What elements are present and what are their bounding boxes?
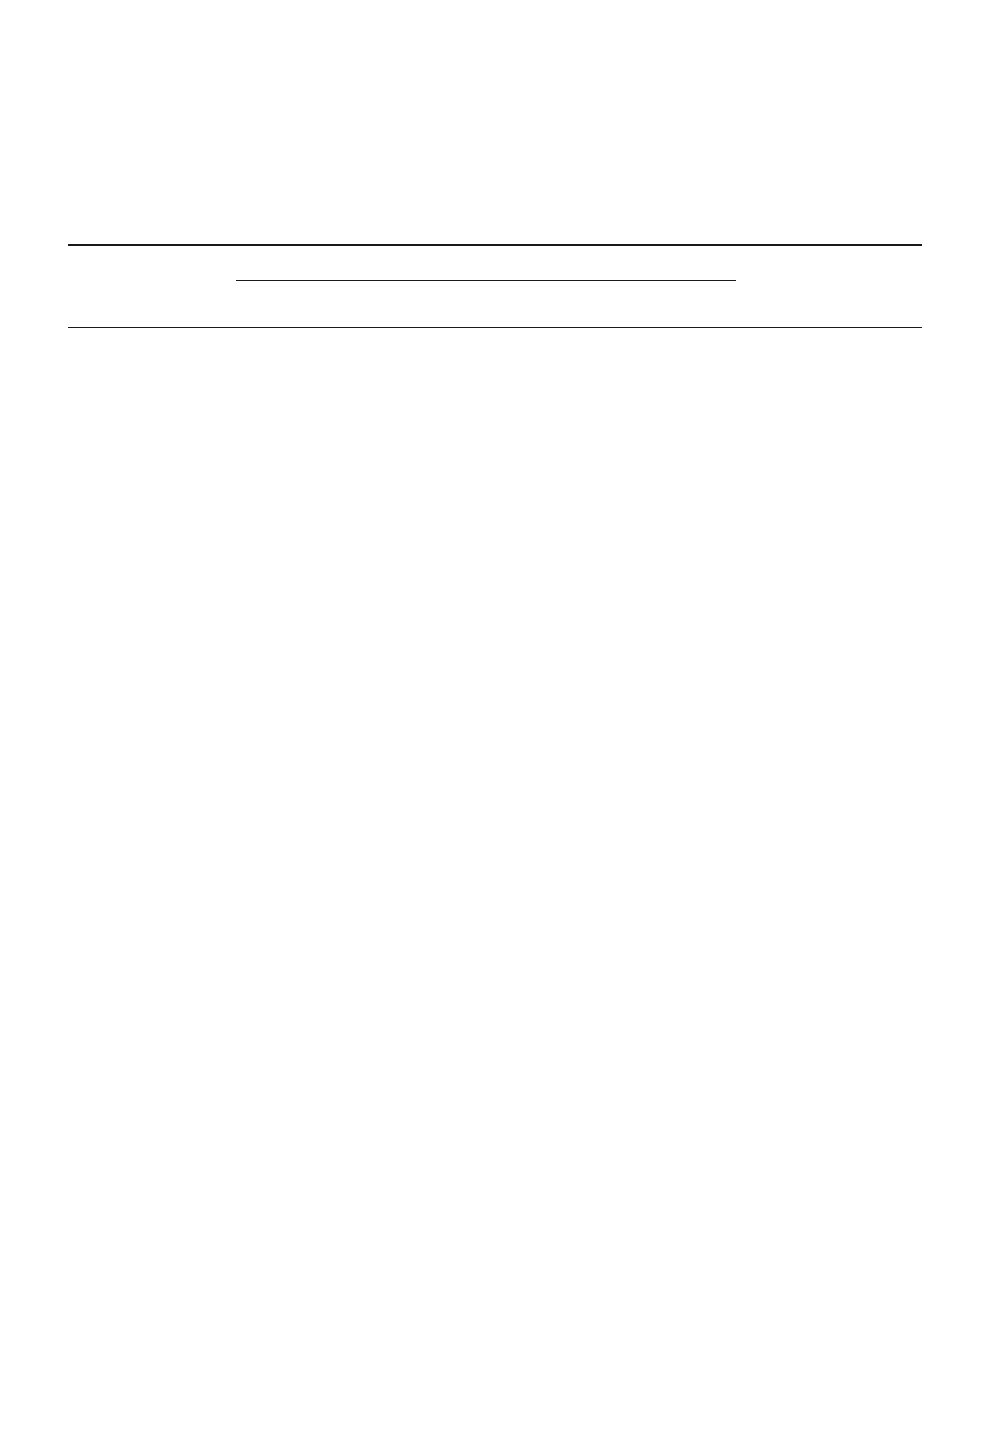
column-group-rule xyxy=(236,280,736,281)
header-rule xyxy=(68,327,922,328)
top-rule xyxy=(68,244,922,246)
